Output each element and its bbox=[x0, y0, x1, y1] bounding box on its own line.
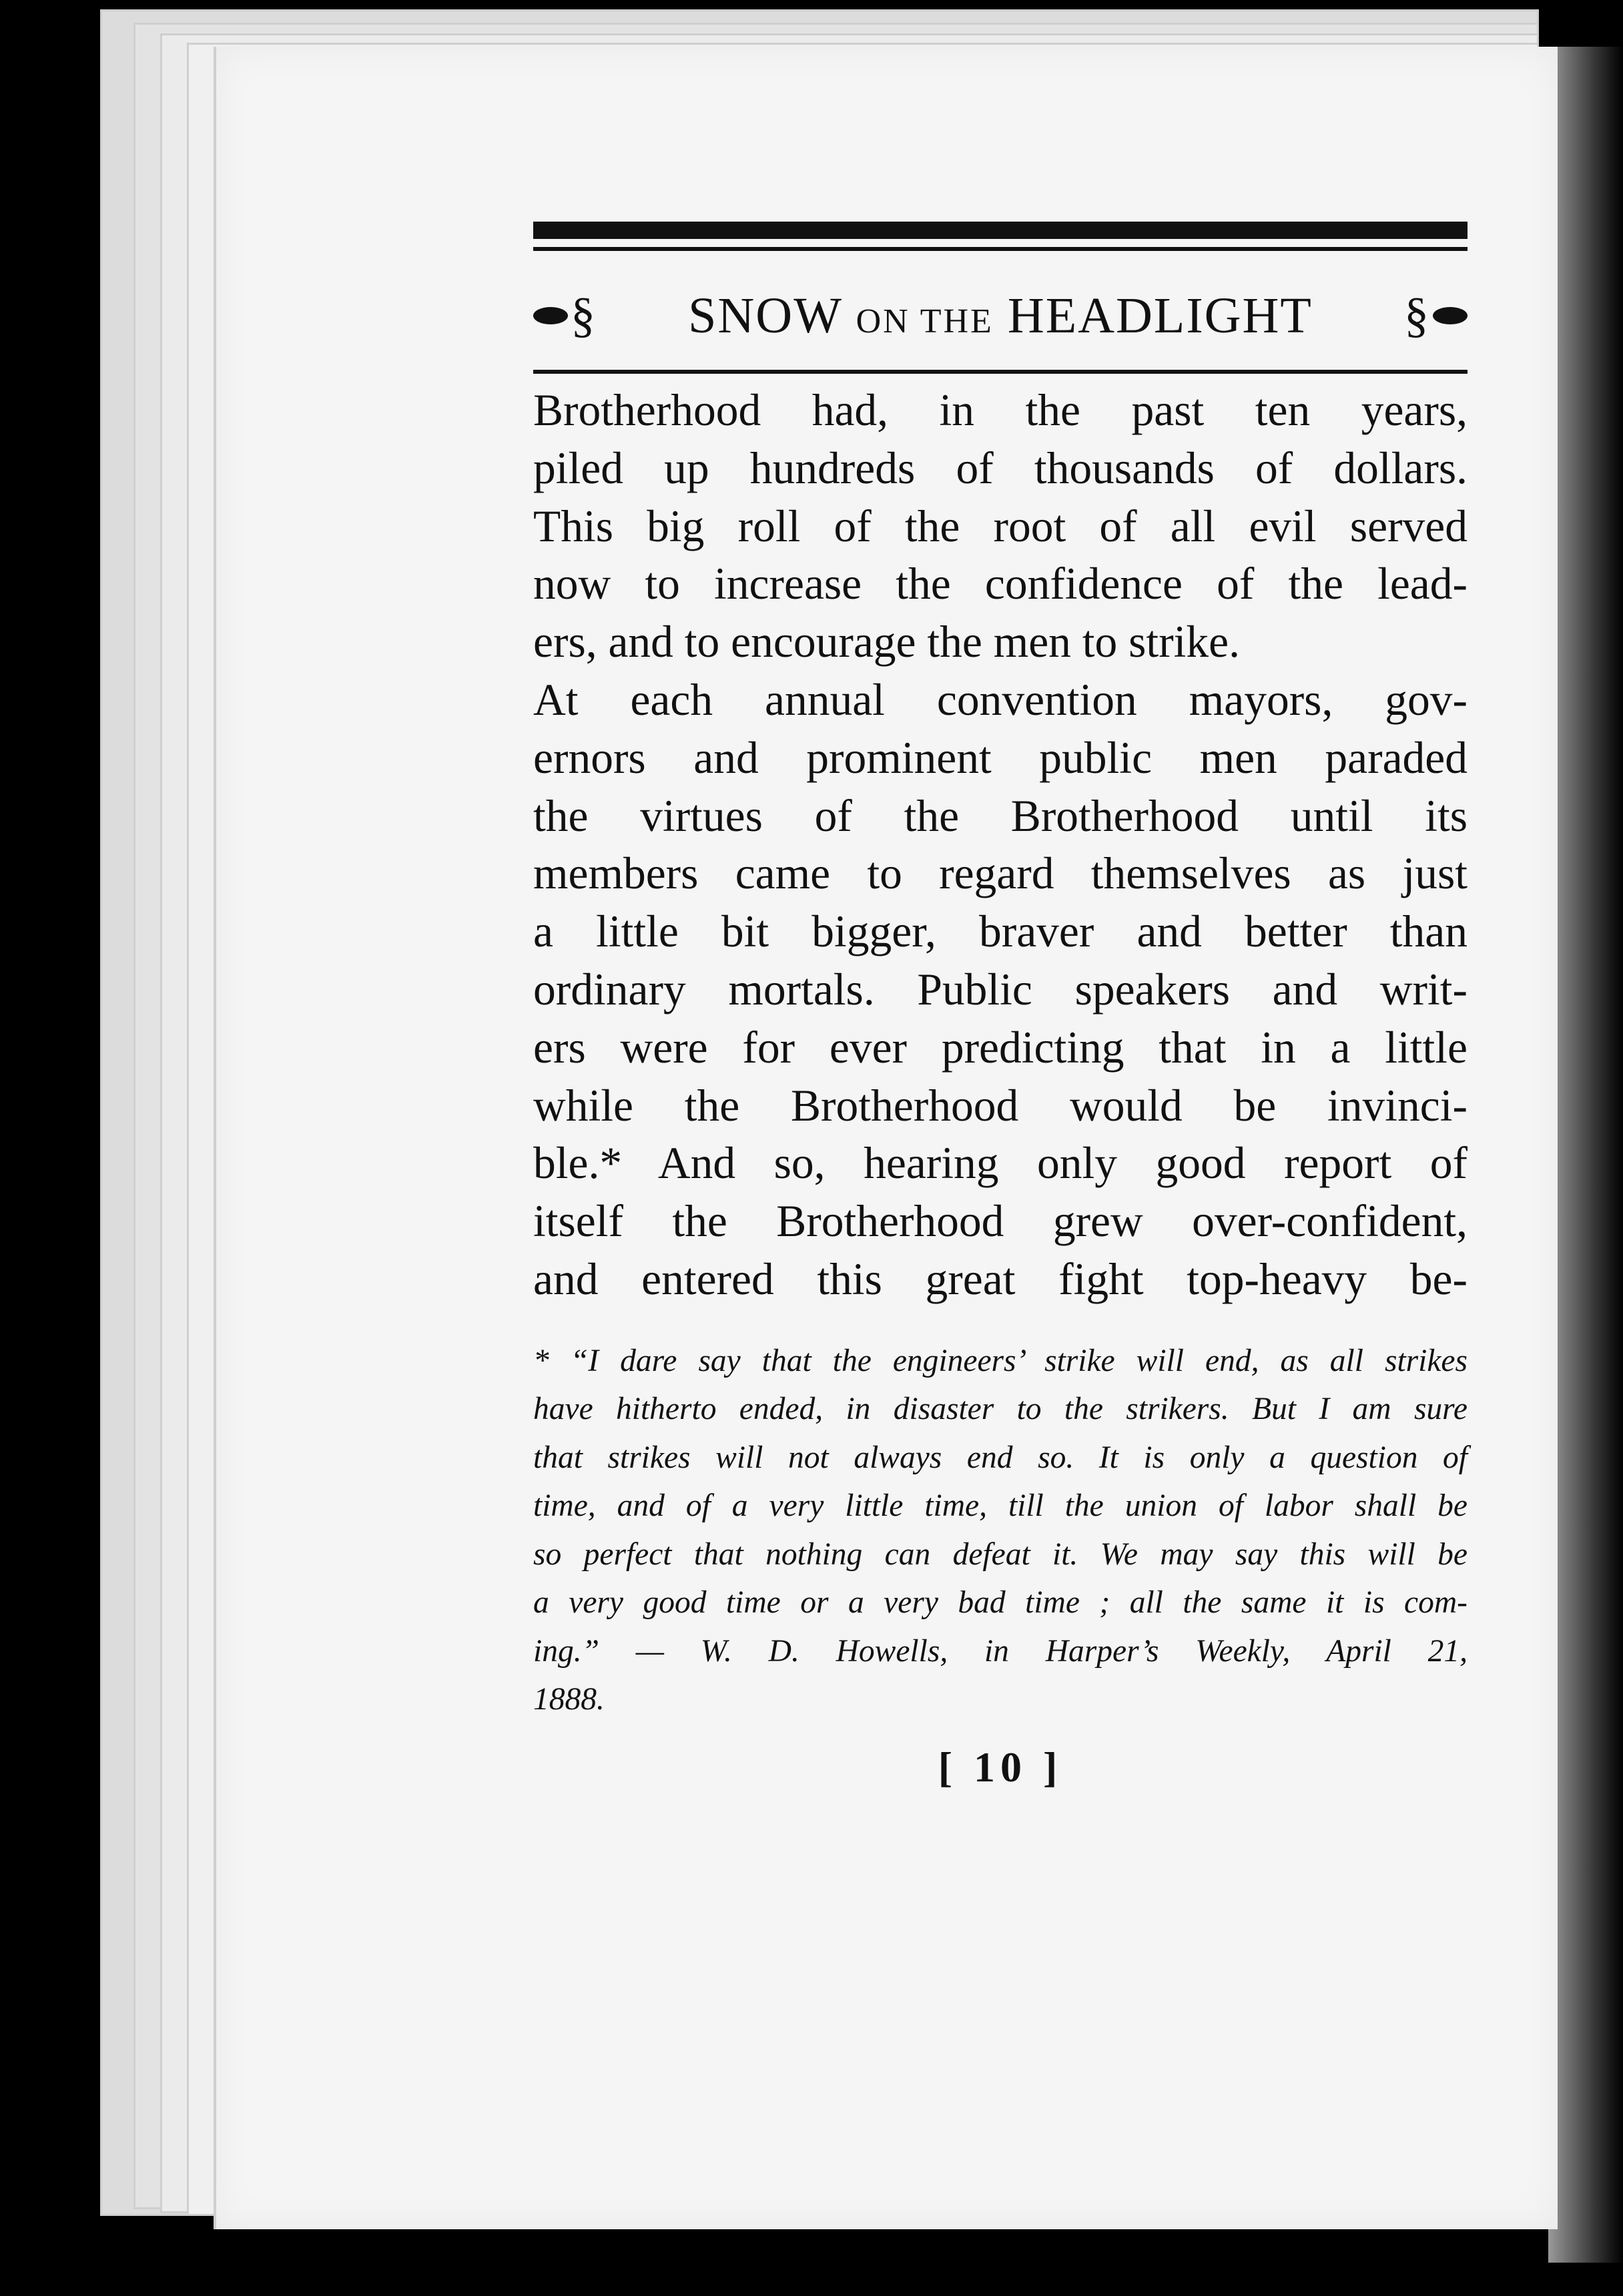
running-head bbox=[533, 286, 1468, 346]
body-line: ernors and prominent public men paraded bbox=[533, 732, 1468, 783]
running-head-word: SNOW bbox=[688, 287, 842, 344]
header-rule-thick bbox=[533, 222, 1468, 239]
body-line: At each annual convention mayors, gov- bbox=[533, 674, 1468, 725]
footnote bbox=[533, 1337, 1468, 1724]
body-line: ble.* And so, hearing only good report of bbox=[533, 1138, 1468, 1189]
running-head-small-caps: ON THE bbox=[856, 302, 994, 340]
body-line: ers, and to encourage the men to strike. bbox=[533, 617, 1241, 667]
book-gutter bbox=[1548, 47, 1623, 2263]
footnote-line: * “I dare say that the engineers’ strike will end, as all strikes bbox=[533, 1343, 1468, 1378]
body-line: itself the Brotherhood grew over-confident, bbox=[533, 1196, 1468, 1247]
footnote-line: have hitherto ended, in disaster to the strikers. But I am sure bbox=[533, 1392, 1468, 1427]
body-line: a little bit bigger, braver and better than bbox=[533, 906, 1468, 957]
running-head-title bbox=[599, 287, 1401, 345]
page-content bbox=[533, 222, 1468, 1792]
body-line: piled up hundreds of thousands of dollars. bbox=[533, 443, 1468, 493]
body-line: members came to regard themselves as just bbox=[533, 848, 1468, 899]
body-line: the virtues of the Brotherhood until its bbox=[533, 790, 1468, 841]
page-number: [ 10 ] bbox=[938, 1743, 1063, 1791]
body-line: now to increase the confidence of the lead- bbox=[533, 559, 1468, 609]
running-head-word: HEADLIGHT bbox=[1007, 287, 1313, 344]
footnote-line: a very good time or a very bad time ; all the same it is com- bbox=[533, 1585, 1468, 1621]
footnote-line: 1888. bbox=[533, 1682, 605, 1717]
footnote-line: that strikes will not always end so. It is only a question of bbox=[533, 1440, 1468, 1475]
body-line: ers were for ever predicting that in a little bbox=[533, 1022, 1468, 1073]
header-rule-thin bbox=[533, 247, 1468, 251]
footnote-line: so perfect that nothing can defeat it. We may say this will be bbox=[533, 1536, 1468, 1572]
footnote-line: time, and of a very little time, till the union of labor shall be bbox=[533, 1488, 1468, 1524]
body-line: ordinary mortals. Public speakers and writ- bbox=[533, 964, 1468, 1015]
left-ornament-icon: § bbox=[533, 288, 599, 344]
body-line: Brotherhood had, in the past ten years, bbox=[533, 385, 1468, 435]
body-line: This big roll of the root of all evil served bbox=[533, 501, 1468, 551]
header-rule-under bbox=[533, 370, 1468, 374]
body-line: and entered this great fight top-heavy be- bbox=[533, 1253, 1468, 1304]
footnote-line: ing.” — W. D. Howells, in Harper’s Weekly, April 21, bbox=[533, 1633, 1468, 1669]
body-text bbox=[533, 382, 1468, 1309]
body-line: while the Brotherhood would be invinci- bbox=[533, 1080, 1468, 1131]
book-page bbox=[214, 47, 1558, 2229]
right-ornament-icon: § bbox=[1401, 288, 1468, 344]
